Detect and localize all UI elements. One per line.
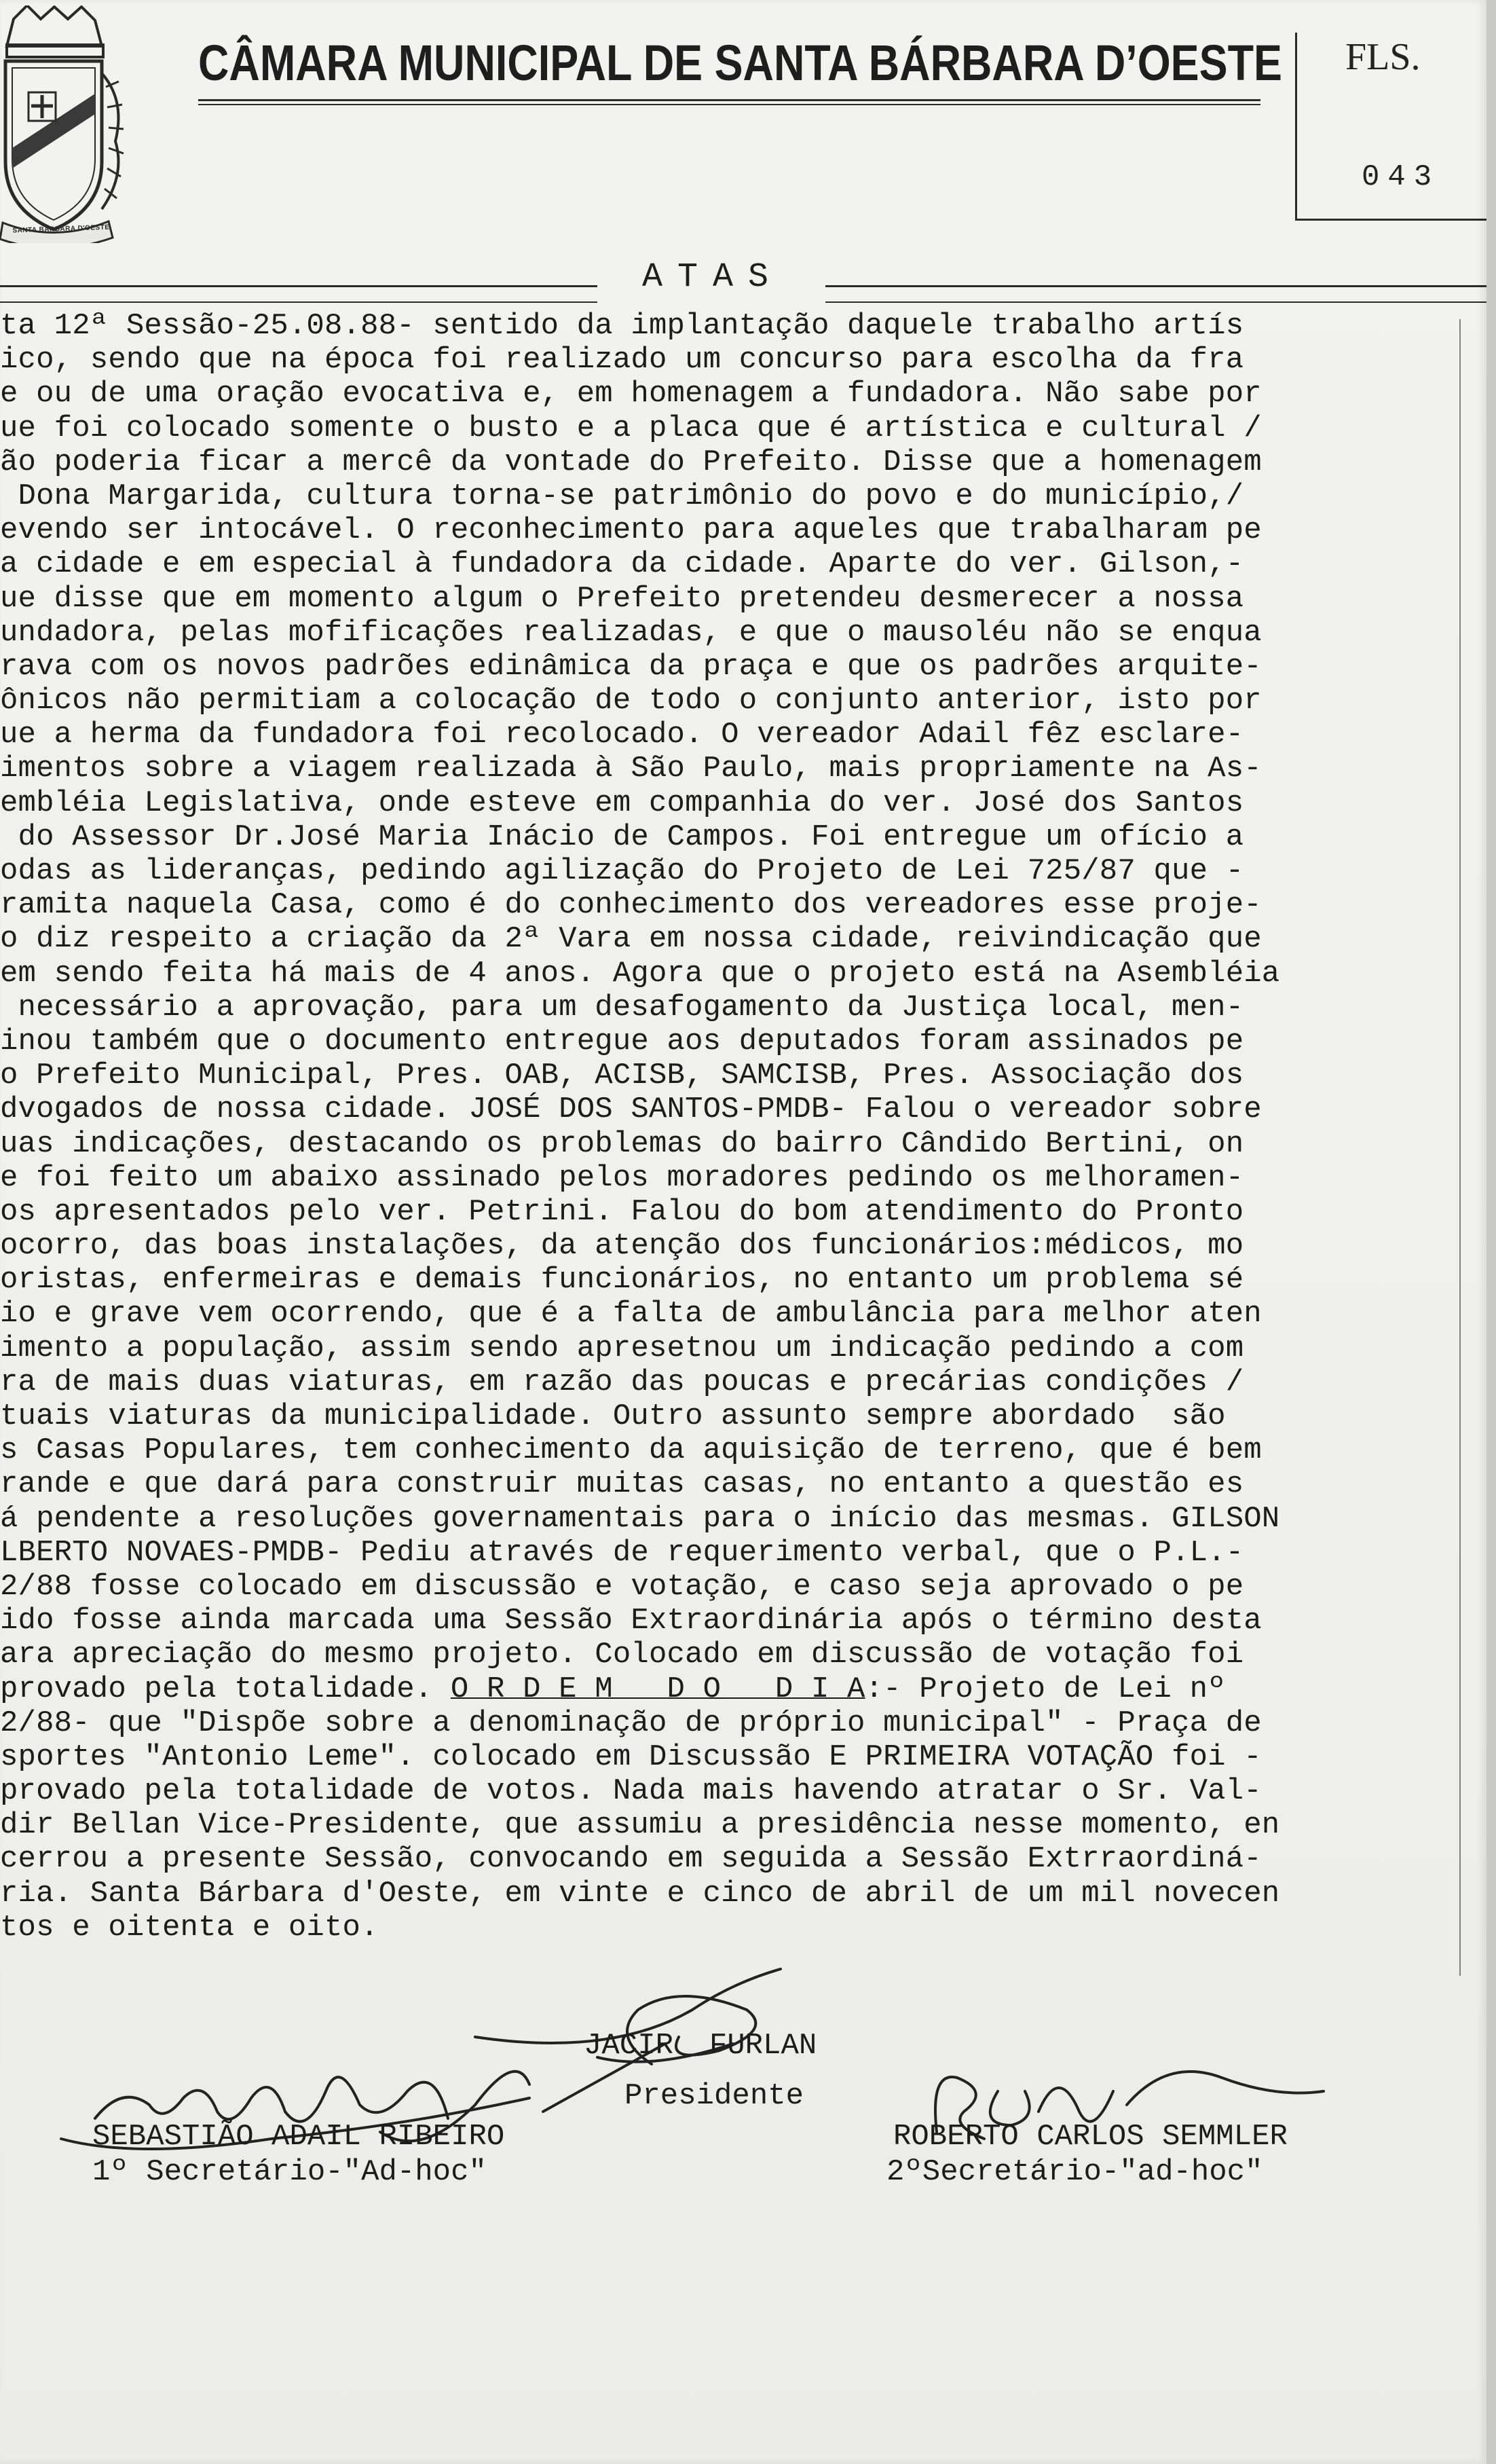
minutes-line: a cidade e em especial à fundadora da cidade. Aparte do ver. Gilson,-	[0, 547, 1244, 582]
header-rule	[198, 99, 1260, 105]
minutes-line: ue disse que em momento algum o Prefeito pretendeu desmerecer a nossa	[0, 581, 1244, 616]
minutes-line: ônicos não permitiam a colocação de todo o conjunto anterior, isto por	[0, 684, 1262, 718]
closing-line: dir Bellan Vice-Presidente, que assumiu a presidência nesse momento, en	[0, 1808, 1280, 1843]
minutes-line: ão poderia ficar a mercê da vontade do Prefeito. Disse que a homenagem	[0, 445, 1262, 479]
closing-line: ria. Santa Bárbara d'Oeste, em vinte e cinco de abril de um mil novecen	[0, 1876, 1280, 1911]
closing-line: provado pela totalidade de votos. Nada mais havendo atratar o Sr. Val-	[0, 1774, 1262, 1809]
minutes-line: ramita naquela Casa, como é do conhecimento dos vereadores esse proje-	[0, 888, 1262, 923]
minutes-line: inou também que o documento entregue aos deputados foram assinados pe	[0, 1024, 1244, 1059]
minutes-line: em sendo feita há mais de 4 anos. Agora que o projeto está na Asembléia	[0, 956, 1280, 991]
closing-line: sportes "Antonio Leme". colocado em Discussão E PRIMEIRA VOTAÇÃO foi -	[0, 1740, 1262, 1774]
minutes-line: do Assessor Dr.José Maria Inácio de Campos. Foi entregue um ofício a	[0, 820, 1244, 854]
minutes-line: 2/88 fosse colocado em discussão e votação, e caso seja aprovado o pe	[0, 1569, 1244, 1604]
minutes-line: ico, sendo que na época foi realizado um concurso para escolha da fra	[0, 343, 1244, 378]
minutes-line: imento a população, assim sendo apresetnou um indicação pedindo a com	[0, 1331, 1244, 1365]
fls-box-rule	[1295, 219, 1486, 221]
minutes-line: undadora, pelas mofificações realizadas, e que o mausoléu não se enqua	[0, 615, 1262, 650]
ordem-prefix: provado pela totalidade.	[0, 1672, 451, 1706]
minutes-line: necessário a aprovação, para um desafogamento da Justiça local, men-	[0, 990, 1244, 1025]
minutes-line: oristas, enfermeiras e demais funcionários, no entanto um problema sé	[0, 1263, 1244, 1298]
ordem-do-dia-heading: O R D E M D O D I A	[450, 1672, 865, 1706]
minutes-line: ido fosse ainda marcada uma Sessão Extraordinária após o término desta	[0, 1604, 1262, 1638]
second-secretary-role: 2ºSecretário-"ad-hoc"	[886, 2155, 1263, 2189]
minutes-paragraph	[0, 309, 1486, 1672]
header-divider	[1295, 33, 1297, 219]
first-secretary-name: SEBASTIÃO ADAIL RIBEIRO	[92, 2120, 505, 2154]
minutes-line: o Prefeito Municipal, Pres. OAB, ACISB, SAMCISB, Pres. Associação dos	[0, 1059, 1244, 1093]
minutes-line: ocorro, das boas instalações, da atenção dos funcionários:médicos, mo	[0, 1229, 1244, 1264]
closing-line: cerrou a presente Sessão, convocando em seguida a Sessão Extrraordiná-	[0, 1842, 1262, 1877]
first-secretary-role: 1º Secretário-"Ad-hoc"	[92, 2155, 487, 2189]
minutes-line: dvogados de nossa cidade. JOSÉ DOS SANTOS-PMDB- Falou o vereador sobre	[0, 1092, 1262, 1127]
fls-label: FLS.	[1345, 36, 1421, 78]
minutes-line: á pendente a resoluções governamentais para o início das mesmas. GILSON	[0, 1501, 1280, 1536]
minutes-line: odas as lideranças, pedindo agilização do Projeto de Lei 725/87 que -	[0, 854, 1244, 888]
minutes-line: imentos sobre a viagem realizada à São Paulo, mais propriamente na As-	[0, 752, 1262, 786]
minutes-line: uas indicações, destacando os problemas do bairro Cândido Bertini, on	[0, 1126, 1244, 1161]
minutes-line: rande e que dará para construir muitas casas, no entanto a questão es	[0, 1467, 1244, 1502]
ordem-suffix: :- Projeto de Lei nº	[865, 1672, 1226, 1706]
minutes-line: ue foi colocado somente o busto e a placa que é artística e cultural /	[0, 411, 1262, 445]
minutes-line: LBERTO NOVAES-PMDB- Pediu através de requerimento verbal, que o P.L.-	[0, 1535, 1244, 1570]
minutes-line: tuais viaturas da municipalidade. Outro assunto sempre abordado são	[0, 1399, 1226, 1433]
minutes-line: embléia Legislativa, onde esteve em companhia do ver. José dos Santos	[0, 786, 1244, 820]
crest-ribbon-text: SANTA BÁRBARA D'OESTE	[12, 223, 110, 235]
minutes-line: io e grave vem ocorrendo, que é a falta de ambulância para melhor aten	[0, 1297, 1262, 1331]
minutes-line: evendo ser intocável. O reconhecimento para aqueles que trabalharam pe	[0, 513, 1262, 548]
minutes-line: rava com os novos padrões edinâmica da praça e que os padrões arquite-	[0, 649, 1262, 684]
institution-title: CÂMARA MUNICIPAL DE SANTA BÁRBARA D’OESTE	[198, 35, 1282, 91]
minutes-line: Dona Margarida, cultura torna-se patrimônio do povo e do município,/	[0, 479, 1244, 513]
minutes-line: ta 12ª Sessão-25.08.88- sentido da implantação daquele trabalho artís	[0, 309, 1244, 343]
minutes-line: s Casas Populares, tem conhecimento da aquisição de terreno, que é bem	[0, 1433, 1262, 1468]
municipal-crest-icon	[0, 5, 129, 243]
minutes-line: ra de mais duas viaturas, em razão das poucas e precárias condições /	[0, 1365, 1244, 1399]
president-name: JACIR FURLAN	[584, 2029, 817, 2063]
minutes-line: e foi feito um abaixo assinado pelos moradores pedindo os melhoramen-	[0, 1160, 1244, 1195]
minutes-line: e ou de uma oração evocativa e, em homenagem a fundadora. Não sabe por	[0, 377, 1262, 411]
minutes-line: ue a herma da fundadora foi recolocado. O vereador Adail fêz esclare-	[0, 718, 1244, 752]
second-secretary-name: ROBERTO CARLOS SEMMLER	[893, 2120, 1288, 2154]
minutes-line: os apresentados pelo ver. Petrini. Falou do bom atendimento do Pronto	[0, 1194, 1244, 1229]
closing-line: tos e oitenta e oito.	[0, 1910, 379, 1945]
minutes-line: ara apreciação do mesmo projeto. Colocado em discussão de votação foi	[0, 1638, 1244, 1672]
closing-line: 2/88- que "Dispõe sobre a denominação de próprio municipal" - Praça de	[0, 1706, 1262, 1740]
ordem-do-dia-line	[0, 1672, 1486, 1706]
minutes-body	[0, 309, 1486, 1945]
president-role: Presidente	[624, 2079, 804, 2113]
section-banner	[0, 258, 1486, 312]
page-number: 043	[1362, 160, 1440, 194]
section-title: ATAS	[641, 258, 784, 297]
closing-paragraph	[0, 1706, 1486, 1945]
minutes-line: o diz respeito a criação da 2ª Vara em nossa cidade, reivindicação que	[0, 922, 1262, 957]
